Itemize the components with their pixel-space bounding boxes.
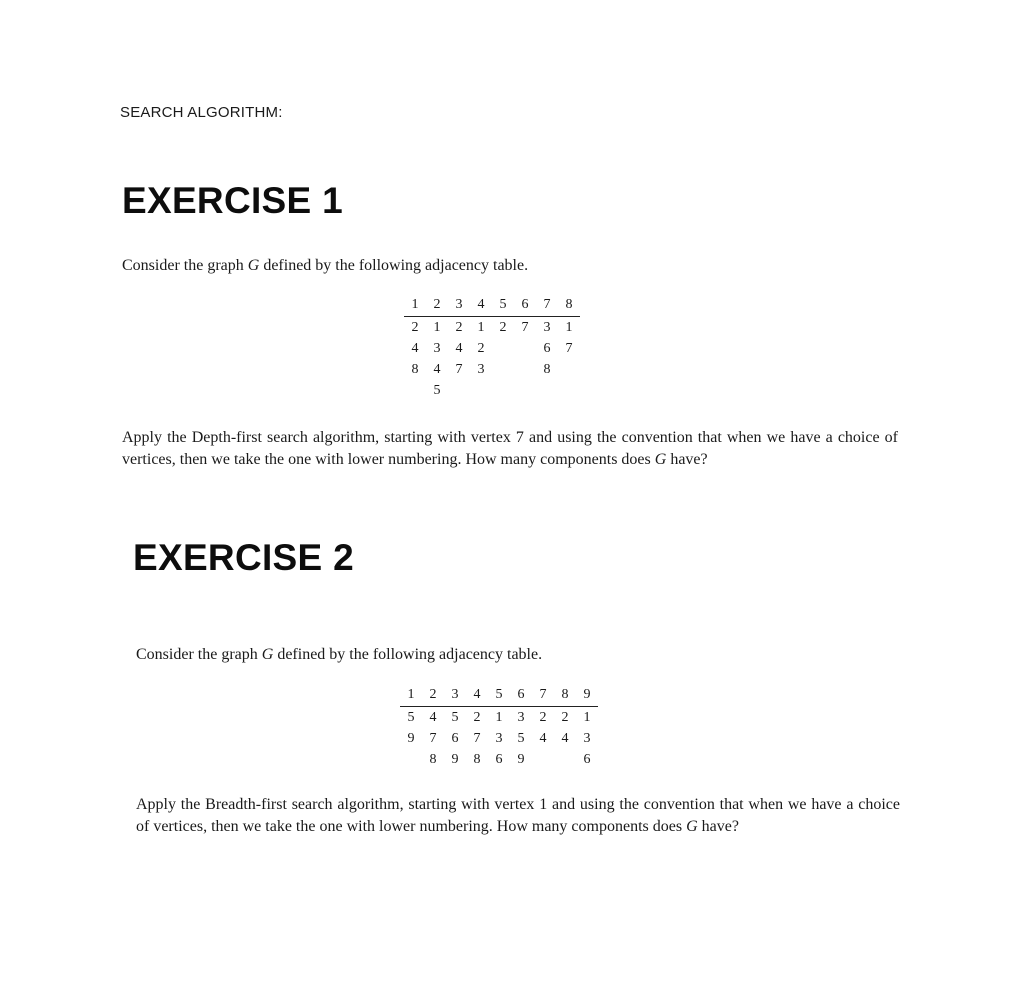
table-cell: 6	[543, 340, 551, 356]
table-cell: 1	[583, 709, 591, 725]
table-cell: 5	[451, 709, 459, 725]
table-cell: 7	[565, 340, 573, 356]
exercise-1-question-text: Apply the Depth-first search algorithm, starting with vertex 7 and using the convention that when we have a choice of vertices, then we take the one with lower numbering. How many components does	[122, 429, 898, 468]
exercise-1-question-var: G	[654, 450, 667, 468]
table-header-cell: 7	[532, 684, 554, 707]
table-cell: 5	[433, 382, 441, 398]
exercise-1-intro-after: defined by the following adjacency table.	[259, 257, 529, 274]
table-cell	[492, 380, 514, 401]
table-header-cell: 5	[488, 684, 510, 707]
exercise-2-question-text: Apply the Breadth-first search algorithm, starting with vertex 1 and using the convention that when we have a choice of vertices, then we take the one with lower numbering. How many components does	[136, 796, 900, 835]
table-row	[404, 317, 580, 339]
table-header-cell: 9	[576, 684, 598, 707]
table-header-cell: 4	[466, 684, 488, 707]
table-header-cell: 8	[558, 294, 580, 317]
table-cell: 6	[583, 751, 591, 767]
table-cell: 4	[429, 709, 437, 725]
table-header-cell: 8	[554, 684, 576, 707]
table-header-cell: 1	[404, 294, 426, 317]
table-cell	[492, 359, 514, 380]
table-cell: 2	[499, 319, 507, 335]
table-cell: 9	[407, 730, 415, 746]
table-header-cell: 3	[448, 294, 470, 317]
table-cell: 3	[477, 361, 485, 377]
table-header-cell: 4	[470, 294, 492, 317]
table-cell	[514, 338, 536, 359]
table-cell: 8	[543, 361, 551, 377]
exercise-2-heading: EXERCISE 2	[133, 537, 354, 578]
table-cell	[554, 749, 576, 770]
exercise-2-intro	[136, 646, 542, 664]
table-cell: 6	[495, 751, 503, 767]
table-cell: 9	[451, 751, 459, 767]
table-header-cell: 2	[426, 294, 448, 317]
exercise-1-intro-before: Consider the graph	[122, 257, 248, 274]
table-cell: 2	[477, 340, 485, 356]
table-row	[404, 359, 580, 380]
table-cell: 9	[517, 751, 525, 767]
page-header: SEARCH ALGORITHM:	[120, 104, 283, 121]
table-cell: 5	[407, 709, 415, 725]
exercise-2-question-end: have?	[697, 817, 739, 835]
table-header-cell: 7	[536, 294, 558, 317]
table-cell: 1	[495, 709, 503, 725]
table-cell: 7	[429, 730, 437, 746]
table-cell: 8	[473, 751, 481, 767]
table-cell	[470, 380, 492, 401]
table-cell	[536, 380, 558, 401]
exercise-1-question-end: have?	[666, 450, 708, 468]
table-row	[400, 749, 598, 770]
table-cell: 3	[433, 340, 441, 356]
table-cell: 4	[561, 730, 569, 746]
table-cell: 1	[477, 319, 485, 335]
exercise-1-heading: EXERCISE 1	[122, 180, 343, 221]
exercise-1-intro	[122, 257, 528, 275]
exercise-2-intro-var: G	[261, 646, 274, 663]
table-cell: 3	[517, 709, 525, 725]
table-header-cell: 5	[492, 294, 514, 317]
exercise-1-adjacency-table	[404, 294, 580, 401]
table-cell: 7	[473, 730, 481, 746]
table-cell	[400, 749, 422, 770]
table-header-cell: 2	[422, 684, 444, 707]
table-cell: 2	[473, 709, 481, 725]
table-cell	[558, 359, 580, 380]
table-cell: 3	[543, 319, 551, 335]
exercise-2-intro-after: defined by the following adjacency table.	[273, 646, 543, 663]
exercise-1-question	[122, 427, 898, 470]
table-cell: 3	[583, 730, 591, 746]
table-header-cell: 6	[510, 684, 532, 707]
table-cell: 8	[429, 751, 437, 767]
table-header-cell: 6	[514, 294, 536, 317]
exercise-2-intro-before: Consider the graph	[136, 646, 262, 663]
table-row	[404, 380, 580, 401]
table-cell: 2	[411, 319, 419, 335]
table-cell	[492, 338, 514, 359]
table-cell	[514, 359, 536, 380]
table-cell: 7	[455, 361, 463, 377]
table-cell: 2	[561, 709, 569, 725]
table-cell	[532, 749, 554, 770]
table-cell: 8	[411, 361, 419, 377]
table-header-cell: 3	[444, 684, 466, 707]
table-row	[400, 707, 598, 729]
table-cell: 6	[451, 730, 459, 746]
table-cell: 4	[411, 340, 419, 356]
table-cell: 4	[455, 340, 463, 356]
table-row	[404, 338, 580, 359]
table-cell: 1	[565, 319, 573, 335]
table-row	[400, 728, 598, 749]
table-cell	[404, 380, 426, 401]
table-cell: 2	[539, 709, 547, 725]
table-cell: 4	[433, 361, 441, 377]
table-cell	[448, 380, 470, 401]
table-header-cell: 1	[400, 684, 422, 707]
exercise-2-question	[136, 794, 900, 837]
table-cell	[514, 380, 536, 401]
exercise-2-adjacency-table	[400, 684, 598, 770]
exercise-1-intro-var: G	[247, 257, 260, 274]
table-cell	[558, 380, 580, 401]
table-cell: 2	[455, 319, 463, 335]
exercise-2-question-var: G	[686, 817, 698, 835]
table-cell: 4	[539, 730, 547, 746]
table-cell: 3	[495, 730, 503, 746]
table-cell: 7	[521, 319, 529, 335]
table-cell: 5	[517, 730, 525, 746]
table-cell: 1	[433, 319, 441, 335]
